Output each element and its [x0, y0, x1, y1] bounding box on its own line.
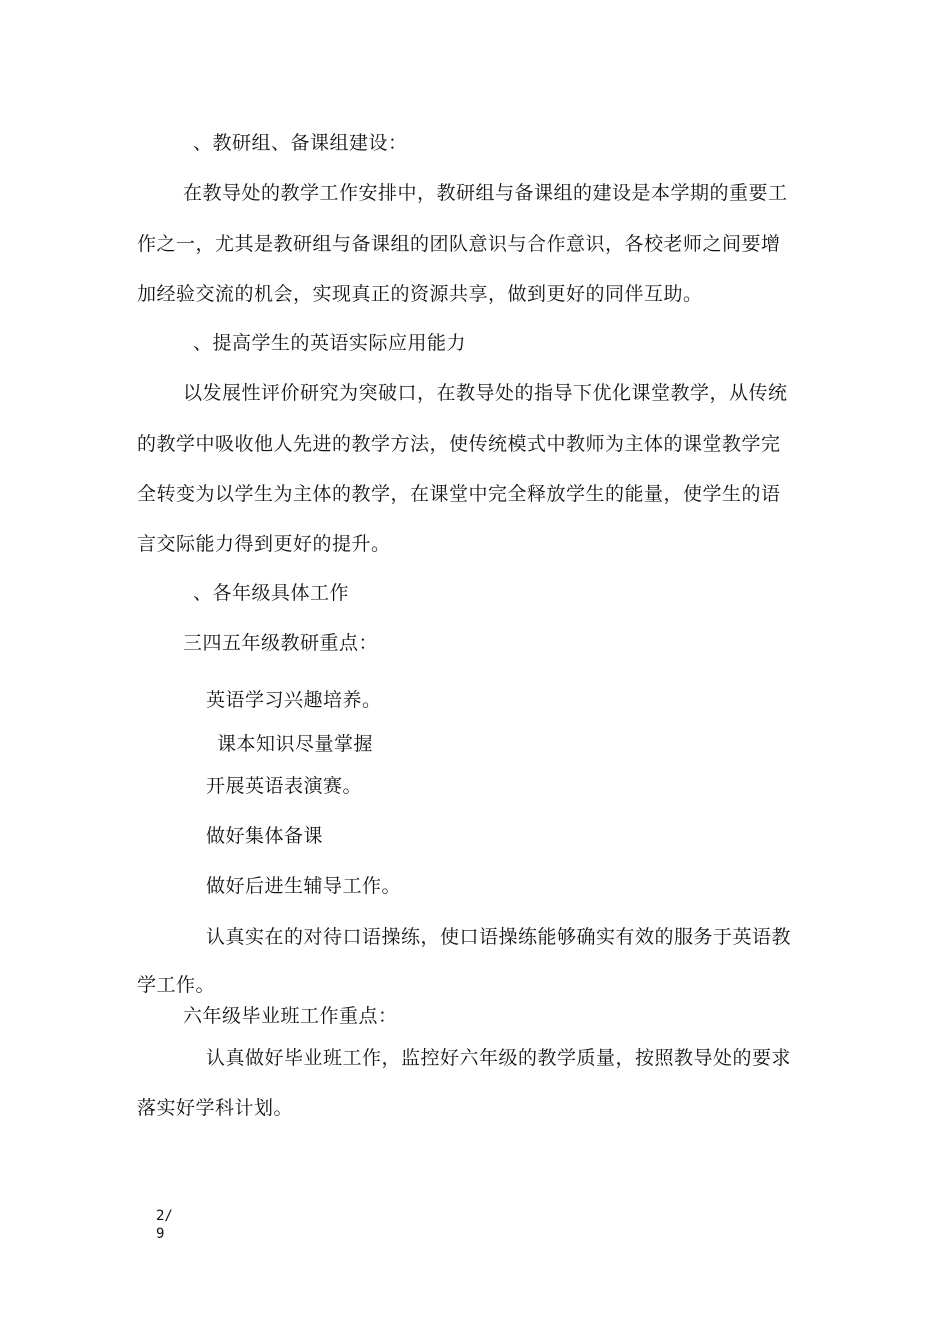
paragraph-line: 以发展性评价研究为突破口，在教导处的指导下优化课堂教学，从传统	[183, 382, 788, 404]
heading-grade-work: 、各年级具体工作	[193, 582, 350, 604]
paragraph-line: 作之一，尤其是教研组与备课组的团队意识与合作意识，各校老师之间要增	[137, 233, 781, 255]
page-number	[156, 1207, 173, 1243]
heading-english-ability: 、提高学生的英语实际应用能力	[193, 332, 467, 354]
list-item: 英语学习兴趣培养。	[206, 689, 382, 711]
page-number-current: 2/	[156, 1208, 173, 1224]
paragraph-line: 落实好学科计划。	[137, 1097, 294, 1119]
paragraph-line: 的教学中吸收他人先进的教学方法，使传统模式中教师为主体的课堂教学完	[137, 433, 781, 455]
list-item: 课本知识尽量掌握	[217, 733, 374, 755]
subheading-grades-3-5: 三四五年级教研重点：	[183, 632, 379, 654]
list-item: 做好后进生辅导工作。	[206, 875, 402, 897]
paragraph-line: 在教导处的教学工作安排中，教研组与备课组的建设是本学期的重要工	[183, 182, 788, 204]
paragraph-line: 认真做好毕业班工作，监控好六年级的教学质量，按照教导处的要求	[206, 1047, 792, 1069]
paragraph-line: 加经验交流的机会，实现真正的资源共享，做到更好的同伴互助。	[137, 283, 703, 305]
list-item: 开展英语表演赛。	[206, 775, 363, 797]
paragraph-line: 学工作。	[137, 974, 216, 996]
subheading-grade-6: 六年级毕业班工作重点：	[183, 1005, 398, 1027]
list-item: 做好集体备课	[206, 825, 324, 847]
heading-teaching-groups: 、教研组、备课组建设：	[193, 132, 408, 154]
paragraph-line: 言交际能力得到更好的提升。	[137, 533, 391, 555]
paragraph-line: 认真实在的对待口语操练，使口语操练能够确实有效的服务于英语教	[206, 926, 792, 948]
page-number-total: 9	[156, 1226, 165, 1242]
paragraph-line: 全转变为以学生为主体的教学，在课堂中完全释放学生的能量，使学生的语	[137, 483, 781, 505]
